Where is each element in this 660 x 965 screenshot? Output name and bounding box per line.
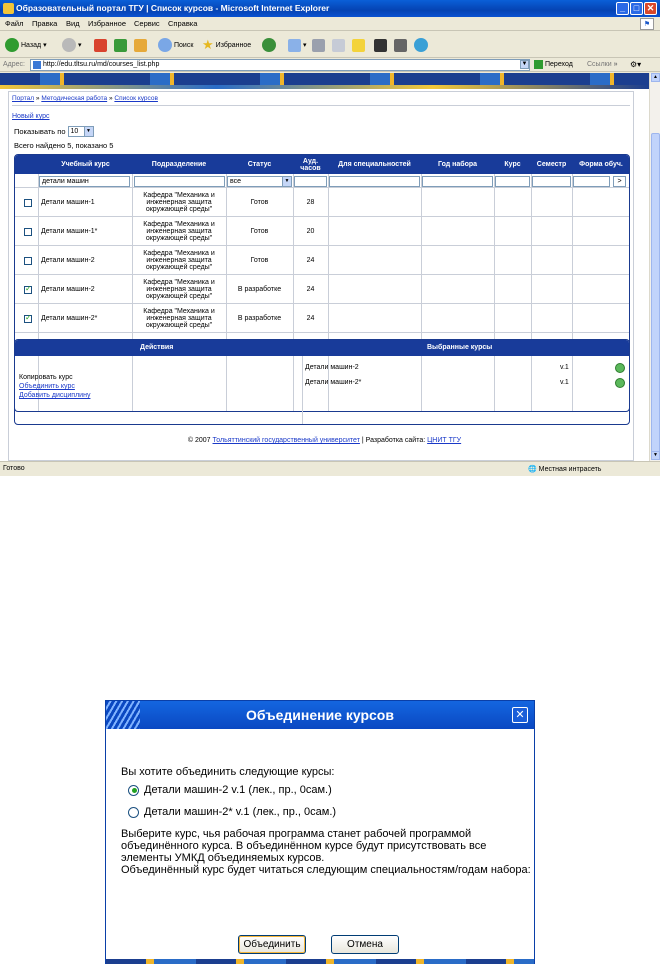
history-icon — [262, 38, 276, 52]
tools-button[interactable] — [394, 37, 407, 53]
ie-window — [0, 0, 660, 476]
show-by — [14, 126, 94, 137]
row-status: Готов — [250, 257, 269, 264]
table-row[interactable] — [15, 304, 630, 333]
dialog-desc-1: Выберите курс, чья рабочая программа станет рабочей программой объединённого курса. В объединённом курсе будут присутствовать все элементы УМКД объединяемых курсов. — [121, 828, 487, 864]
status-bar — [0, 461, 660, 476]
selected-course-version: v.1 — [560, 379, 569, 386]
filter-semester-input[interactable] — [532, 176, 571, 187]
notes-button[interactable] — [352, 37, 365, 53]
row-status: Готов — [250, 228, 269, 235]
row-hours: 20 — [306, 228, 315, 235]
row-hours: 24 — [306, 257, 315, 264]
search-button[interactable] — [158, 37, 193, 53]
radio-selected[interactable] — [128, 785, 139, 796]
merge-option-label: Детали машин-2 v.1 (лек., пр., 0сам.) — [144, 784, 332, 796]
row-course: Детали машин-1* — [41, 228, 98, 235]
go-button[interactable] — [534, 60, 573, 69]
merge-option[interactable] — [128, 784, 332, 796]
developer-link[interactable]: ЦНИТ ТГУ — [427, 437, 462, 444]
row-checkbox[interactable] — [24, 199, 32, 207]
print-button[interactable] — [312, 37, 325, 53]
filter-year-input[interactable] — [422, 176, 493, 187]
breadcrumb — [12, 95, 158, 102]
breadcrumb-sep: » — [35, 95, 40, 102]
table-row[interactable] — [15, 217, 630, 246]
k-icon — [374, 39, 387, 52]
show-by-value: 10 — [70, 128, 79, 135]
refresh-button[interactable] — [114, 37, 127, 53]
remove-icon[interactable] — [615, 378, 625, 388]
scroll-up-icon[interactable]: ▲ — [651, 73, 660, 82]
row-dept: Кафедра "Механика и инженерная защита окружающей среды" — [143, 221, 215, 242]
banner-stripe — [0, 85, 649, 89]
window-title: Образовательный портал ТГУ | Список курсов - Microsoft Internet Explorer — [16, 3, 330, 13]
actions-panel — [14, 339, 630, 425]
row-hours: 24 — [306, 286, 315, 293]
col-hours[interactable]: Ауд. часов — [300, 157, 321, 172]
row-course: Детали машин-2* — [41, 315, 98, 322]
status-text: Готово — [3, 465, 25, 472]
university-link[interactable]: Тольяттинский государственный университет — [212, 437, 360, 444]
dialog-bottom-stripe — [106, 959, 534, 964]
dialog-question: Вы хотите объединить следующие курсы: — [121, 766, 335, 778]
breadcrumb-courses[interactable]: Список курсов — [114, 95, 158, 102]
actions-list — [19, 373, 90, 400]
ie-app-icon — [3, 3, 14, 14]
filter-course-input[interactable]: детали машин — [39, 176, 130, 187]
dialog-title-bar — [106, 701, 534, 729]
filter-status-value: все — [230, 178, 242, 185]
close-button[interactable]: ✕ — [644, 2, 657, 15]
breadcrumb-divider — [12, 105, 630, 106]
row-status: В разработке — [237, 286, 282, 293]
page-content — [0, 73, 649, 461]
filter-hours-input[interactable] — [294, 176, 327, 187]
col-kurs[interactable]: Курс — [504, 161, 521, 168]
page-icon — [33, 61, 41, 69]
links-button[interactable] — [587, 61, 618, 68]
cancel-button[interactable]: Отмена — [331, 935, 399, 954]
security-zone: 🌐 Местная интрасеть — [528, 466, 602, 473]
ie-tools-icon[interactable]: ⚙▾ — [630, 60, 642, 69]
table-row[interactable] — [15, 246, 630, 275]
menu-view[interactable]: Вид — [66, 19, 80, 28]
go-label: Переход — [545, 61, 573, 68]
col-dept[interactable]: Подразделение — [151, 161, 207, 168]
row-dept: Кафедра "Механика и инженерная защита окружающей среды" — [143, 250, 215, 271]
menu-tools[interactable]: Сервис — [134, 19, 160, 28]
row-checkbox[interactable] — [24, 228, 32, 236]
address-dropdown-icon[interactable]: ▼ — [521, 61, 528, 67]
filter-go-button[interactable]: > — [613, 176, 626, 187]
row-course: Детали машин-2 — [41, 257, 95, 264]
row-course: Детали машин-1 — [41, 199, 95, 206]
col-specs[interactable]: Для специальностей — [338, 161, 411, 168]
selected-course-item — [305, 364, 625, 374]
favorites-button[interactable] — [202, 37, 251, 53]
col-semester[interactable]: Семестр — [536, 161, 567, 168]
table-header — [15, 155, 630, 174]
found-count: Всего найдено 5, показано 5 — [14, 141, 114, 150]
refresh-icon — [114, 39, 127, 52]
show-by-select[interactable] — [68, 126, 94, 137]
chevron-down-icon: ▼ — [84, 127, 93, 136]
notes-icon — [352, 39, 365, 52]
row-checkbox[interactable] — [24, 257, 32, 265]
menu-file[interactable]: Файл — [5, 19, 24, 28]
go-arrow-icon — [534, 60, 543, 69]
breadcrumb-sep: » — [108, 95, 113, 102]
history-button[interactable] — [262, 37, 276, 53]
dialog-close-icon[interactable]: ✕ — [512, 707, 528, 723]
footer-copyright: © 2007 — [187, 437, 211, 444]
row-checkbox-checked[interactable] — [24, 286, 32, 294]
address-label: Адрес: — [3, 61, 25, 68]
toolbar — [0, 32, 660, 58]
forward-button[interactable]: ▾ — [62, 37, 82, 53]
row-status: Готов — [250, 199, 269, 206]
selected-course-name: Детали машин-2 — [305, 364, 359, 371]
col-status[interactable]: Статус — [247, 161, 272, 168]
footer — [0, 437, 649, 444]
stop-button[interactable] — [94, 37, 107, 53]
links-label: Ссылки — [587, 61, 612, 68]
actions-header — [15, 340, 630, 356]
dialog-desc-2: Объединённый курс будет читаться следующим специальностям/годам набора: — [121, 864, 531, 876]
row-status: В разработке — [237, 315, 282, 322]
row-course: Детали машин-2 — [41, 286, 95, 293]
search-icon — [158, 38, 172, 52]
home-icon — [134, 39, 147, 52]
kontakt-button[interactable] — [374, 37, 387, 53]
menu-help[interactable]: Справка — [168, 19, 198, 28]
menu-bar — [0, 17, 660, 31]
filter-kurs-input[interactable] — [495, 176, 530, 187]
print-icon — [312, 39, 325, 52]
scroll-down-icon[interactable]: ▼ — [651, 451, 660, 460]
merge-dialog — [105, 700, 535, 964]
dialog-title: Объединение курсов — [246, 707, 394, 723]
breadcrumb-method[interactable]: Методическая работа — [41, 95, 108, 102]
row-checkbox-checked[interactable] — [24, 315, 32, 323]
filter-row — [15, 174, 630, 188]
merge-option-label: Детали машин-2* v.1 (лек., пр., 0сам.) — [144, 806, 337, 818]
col-year[interactable]: Год набора — [437, 161, 478, 168]
col-course[interactable]: Учебный курс — [61, 161, 110, 168]
back-arrow-icon — [5, 38, 19, 52]
merge-button[interactable]: Объединить — [238, 935, 306, 954]
copy-course-action: Копировать курс — [19, 374, 73, 381]
actions-divider — [302, 356, 303, 425]
favorites-label: Избранное — [215, 41, 252, 49]
row-dept: Кафедра "Механика и инженерная защита окружающей среды" — [143, 192, 215, 213]
links-more-icon: » — [613, 61, 618, 68]
radio-unselected[interactable] — [128, 807, 139, 818]
chevron-down-icon: ▼ — [282, 177, 291, 186]
mail-button[interactable]: ▾ — [288, 37, 307, 53]
table-row[interactable] — [15, 275, 630, 304]
table-row[interactable] — [15, 188, 630, 217]
back-button[interactable]: Назад ▾ — [5, 37, 47, 53]
breadcrumb-portal[interactable]: Портал — [12, 95, 35, 102]
selected-course-version: v.1 — [560, 364, 569, 371]
windows-logo-icon: ⚑ — [640, 18, 654, 30]
address-bar — [0, 58, 660, 72]
messenger-button[interactable] — [414, 37, 428, 53]
row-hours: 24 — [306, 315, 315, 322]
selected-course-name: Детали машин-2* — [305, 379, 362, 386]
filter-specs-input[interactable] — [329, 176, 420, 187]
zone-label: Местная интрасеть — [538, 466, 602, 473]
address-input[interactable] — [30, 59, 530, 71]
messenger-icon — [414, 38, 428, 52]
filter-dept-input[interactable] — [134, 176, 225, 187]
address-url: http://edu.tltsu.ru/md/courses_list.php — [43, 61, 160, 68]
merge-course-link[interactable]: Объединить курс — [19, 383, 75, 390]
stop-icon — [94, 39, 107, 52]
selected-title: Выбранные курсы — [427, 344, 493, 351]
row-dept: Кафедра "Механика и инженерная защита окружающей среды" — [143, 308, 215, 329]
mail-icon — [288, 39, 301, 52]
scroll-thumb[interactable] — [651, 133, 660, 453]
maximize-button[interactable]: □ — [630, 2, 643, 15]
col-form[interactable]: Форма обуч. — [579, 161, 623, 168]
actions-title: Действия — [140, 344, 174, 351]
back-label: Назад — [21, 41, 42, 49]
remove-icon[interactable] — [615, 363, 625, 373]
dialog-description — [121, 828, 531, 876]
show-by-label: Показывать по — [14, 127, 66, 136]
home-button[interactable] — [134, 37, 147, 53]
minimize-button[interactable]: _ — [616, 2, 629, 15]
filter-form-input[interactable] — [573, 176, 610, 187]
footer-sep: | Разработка сайта: — [361, 437, 426, 444]
forward-arrow-icon — [62, 38, 76, 52]
row-hours: 28 — [306, 199, 315, 206]
tools-icon — [394, 39, 407, 52]
row-dept: Кафедра "Механика и инженерная защита окружающей среды" — [143, 279, 215, 300]
edit-icon — [332, 39, 345, 52]
filter-status-select[interactable] — [227, 176, 292, 187]
menu-favorites[interactable]: Избранное — [88, 19, 127, 28]
merge-option[interactable] — [128, 806, 336, 818]
star-icon: ★ — [202, 37, 214, 52]
add-discipline-link[interactable]: Добавить дисциплину — [19, 392, 91, 399]
new-course-link[interactable]: Новый курс — [12, 113, 50, 120]
vertical-scrollbar[interactable] — [649, 73, 660, 461]
search-label: Поиск — [174, 41, 194, 49]
title-bar — [0, 0, 660, 17]
menu-edit[interactable]: Правка — [32, 19, 58, 28]
edit-button[interactable] — [332, 37, 345, 53]
selected-course-item — [305, 379, 625, 389]
